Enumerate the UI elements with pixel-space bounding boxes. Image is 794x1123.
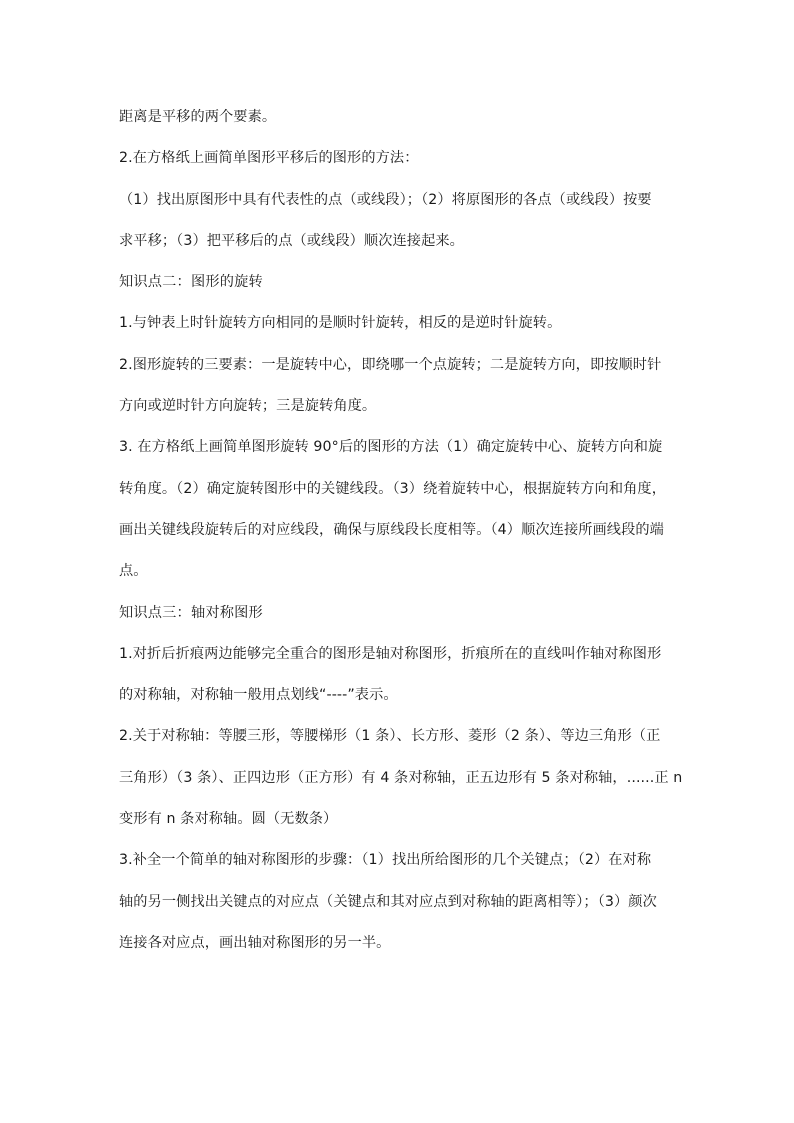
- text-line: （1）找出原图形中具有代表性的点（或线段）；（2）将原图形的各点（或线段）按要: [119, 191, 652, 208]
- text-line: 变形有 n 条对称轴。圆（无数条）: [119, 811, 338, 828]
- text-line: 距离是平移的两个要素。: [119, 109, 277, 125]
- text-line: 三角形）（3 条）、正四边形（正方形）有 4 条对称轴，正五边形有 5 条对称轴，......正 n: [119, 769, 683, 786]
- text-line: 2.图形旋转的三要素：一是旋转中心，即绕哪一个点旋转；二是旋转方向，即按顺时针: [119, 356, 662, 373]
- text-line: 的对称轴，对称轴一般用点划线“----”表示。: [119, 687, 398, 704]
- text-line: 2.在方格纸上画简单图形平移后的图形的方法：: [119, 150, 419, 167]
- text-line: 转角度。（2）确定旋转图形中的关键线段。（3）绕着旋转中心，根据旋转方向和角度，: [119, 480, 666, 497]
- text-line: 轴的另一侧找出关键点的对应点（关键点和其对应点到对称轴的距离相等）；（3）颜次: [119, 893, 657, 910]
- text-line: 1.与钟表上时针旋转方向相同的是顺时针旋转，相反的是逆时针旋转。: [119, 315, 562, 332]
- section-heading: 知识点二：图形的旋转: [119, 274, 263, 291]
- text-line: 1.对折后折痕两边能够完全重合的图形是轴对称图形，折痕所在的直线叫作轴对称图形: [119, 645, 662, 662]
- text-line: 2.关于对称轴：等腰三形，等腰梯形（1 条）、长方形、菱形（2 条）、等边三角形（正: [119, 728, 661, 745]
- section-heading: 知识点三：轴对称图形: [119, 604, 263, 621]
- text-line: 画出关键线段旋转后的对应线段，确保与原线段长度相等。（4）顺次连接所画线段的端: [119, 521, 664, 538]
- document-body: [119, 103, 689, 970]
- text-line: 连接各对应点，画出轴对称图形的另一半。: [119, 934, 391, 951]
- text-line: 3.补全一个简单的轴对称图形的步骤：（1）找出所给图形的几个关键点；（2）在对称: [119, 852, 652, 869]
- text-line: 3. 在方格纸上画简单图形旋转 90°后的图形的方法（1）确定旋转中心、旋转方向和旋: [119, 439, 663, 456]
- text-line: 求平移；（3）把平移后的点（或线段）顺次连接起来。: [119, 232, 464, 249]
- text-line: 点。: [119, 563, 148, 580]
- text-line: 方向或逆时针方向旋转；三是旋转角度。: [119, 398, 377, 415]
